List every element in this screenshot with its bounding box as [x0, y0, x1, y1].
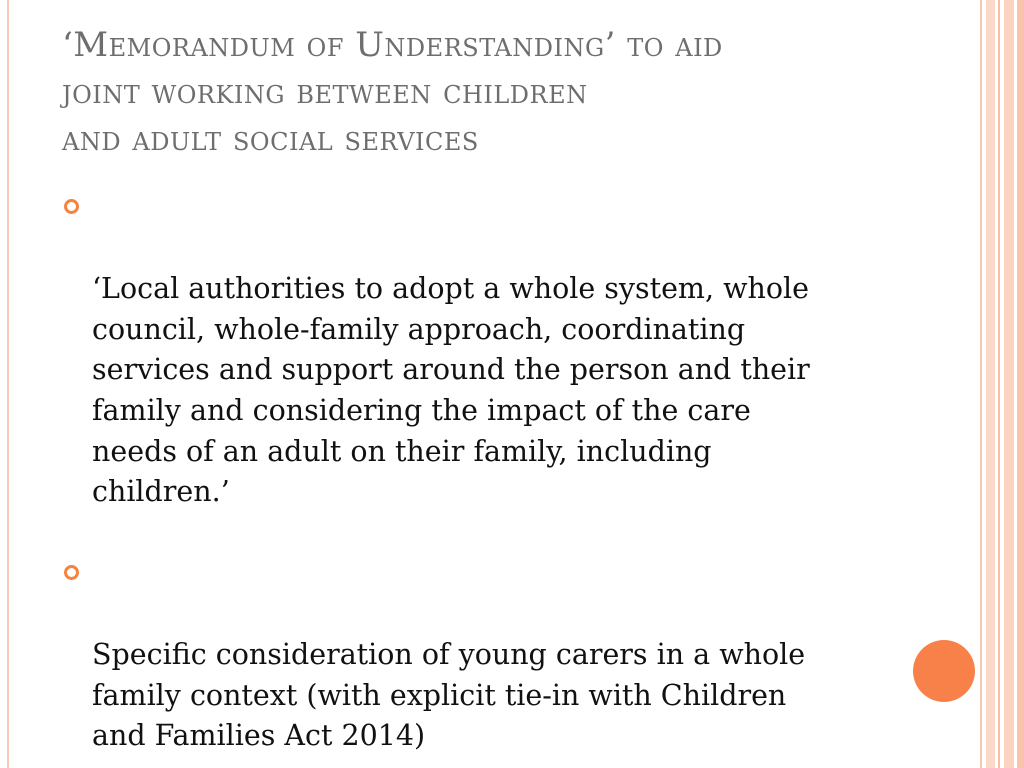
title-line: and adult social services	[62, 119, 479, 159]
title-line: ‘Memorandum of Understanding’ to aid	[62, 25, 723, 65]
bullet-item	[64, 554, 884, 757]
decorative-stripe	[1017, 0, 1024, 768]
title-line: joint working between children	[62, 72, 588, 112]
orange-circle-icon	[913, 640, 975, 702]
bullet-ring-icon	[64, 565, 79, 580]
bullet-item	[64, 188, 884, 513]
slide-title	[62, 22, 942, 163]
bullet-text: ‘Local authorities to adopt a whole system, whole council, whole-family approach, coordinating services and support around the person and their family and considering the impact of the care needs of an adult on their family, including children.’	[92, 272, 810, 509]
bullet-text: Specific consideration of young carers in a whole family context (with explicit tie-in with Children and Families Act 2014)	[92, 637, 806, 753]
bullet-list	[64, 188, 884, 757]
left-border-line	[7, 0, 9, 768]
decorative-stripe	[998, 0, 1000, 768]
decorative-stripe	[986, 0, 995, 768]
decorative-stripe	[980, 0, 982, 768]
decorative-stripe	[1004, 0, 1014, 768]
bullet-ring-icon	[64, 199, 79, 214]
